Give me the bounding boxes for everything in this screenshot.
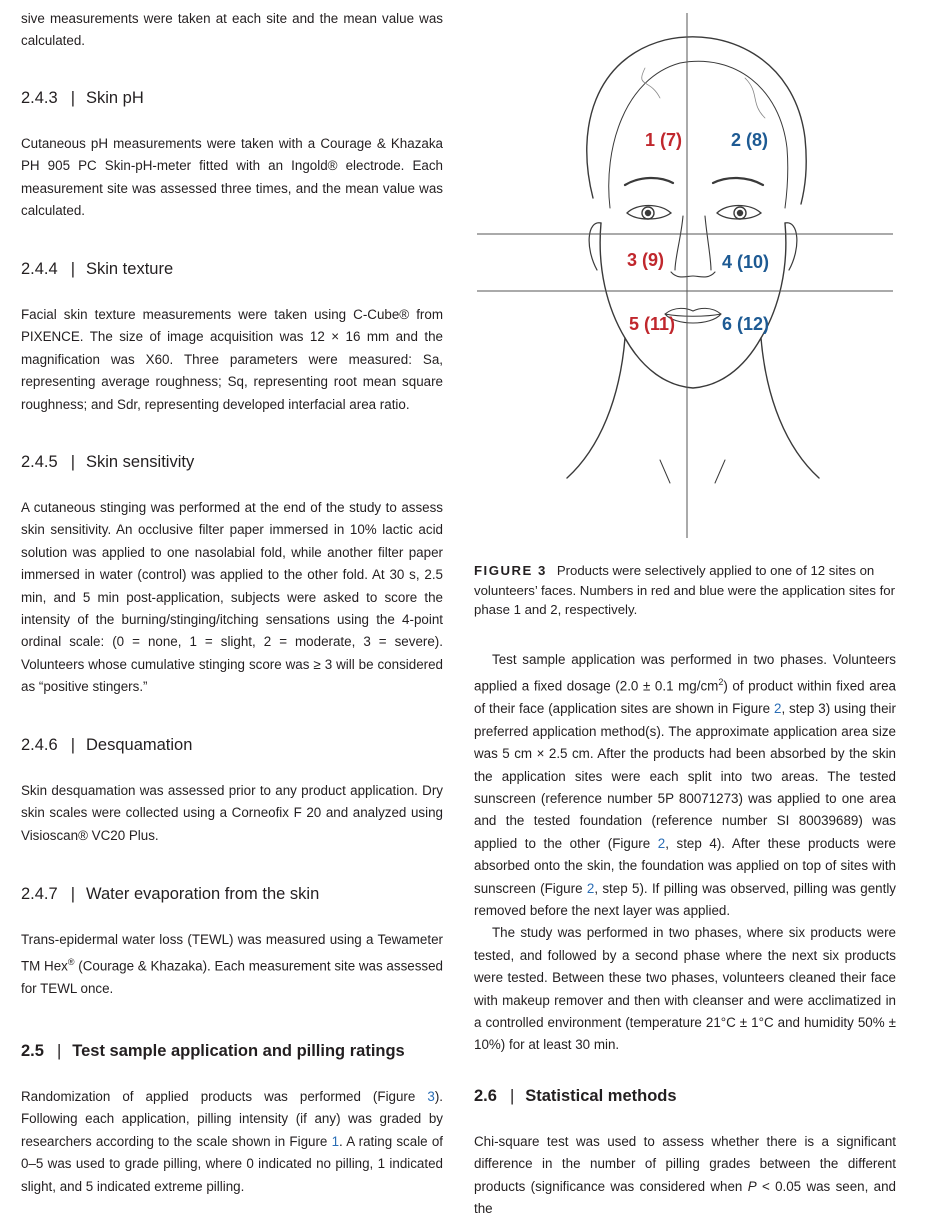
statistical-methods-block: [474, 1131, 896, 1221]
section-title: Skin pH: [86, 89, 144, 107]
heading-separator: |: [70, 260, 75, 278]
neck-right: [761, 338, 819, 478]
heading-separator: |: [56, 1042, 62, 1060]
figure-1-link[interactable]: 1: [331, 1133, 340, 1149]
heading-skin-ph: [21, 88, 144, 108]
heading-skin-texture: [21, 259, 173, 279]
section-title: Skin texture: [86, 260, 174, 278]
left-ear: [589, 223, 601, 270]
desquamation-block: [21, 780, 443, 847]
face-outline: [600, 223, 786, 388]
heading-statistical-methods: [474, 1086, 677, 1106]
text-run: Chi-square test was used to assess whether there is a significant difference in the number of pilling grades between the different products (significance was considered when: [474, 1134, 896, 1194]
p-symbol: P: [747, 1178, 757, 1194]
figure-3-face-diagram: [475, 8, 895, 542]
site-label-1: 1 (7): [645, 130, 683, 150]
section-title: Statistical methods: [525, 1087, 677, 1105]
site-label-6: 6 (12): [722, 314, 770, 334]
section-number: 2.6: [474, 1087, 497, 1105]
heading-test-sample-application: [21, 1041, 405, 1061]
site-label-4: 4 (10): [722, 252, 770, 272]
figure-caption: [474, 561, 896, 620]
text-run: . A rating scale of 0–5 was used to grade pilling, where 0 indicated no pilling, 1 indicated slight, and 5 indicated extreme pilling.: [21, 1133, 443, 1194]
statistical-methods-paragraph: [474, 1131, 896, 1221]
text-run: , step 4). After these products were absorbed onto the skin, the foundation was applied on top of sites with sunscreen (Figure: [474, 835, 896, 896]
superscript: 2: [718, 677, 724, 688]
site-label-5: 5 (11): [629, 314, 676, 334]
site-label-2: 2 (8): [731, 130, 769, 150]
heading-water-evaporation: [21, 884, 319, 904]
intro-paragraph: sive measurements were taken at each site and the mean value was calculated.: [21, 11, 443, 49]
section-number: 2.4.7: [21, 885, 58, 903]
figure-2-link[interactable]: 2: [586, 880, 595, 896]
phases-paragraph: The study was performed in two phases, where six products were tested, and followed by a second phase where the next six products were tested. Between these two phases, volunteers cleaned their face with makeup remover and then with cleanser and were acclimatized in a controlled environment (temperature 21°C ± 1°C and humidity 50% ± 10%) for at least 30 min.: [474, 925, 896, 1053]
text-run: Test sample application was performed in two phases. Volunteers applied a fixed dosage (2.0 ± 0.1 mg/cm: [474, 652, 896, 694]
text-run: (Courage & Khazaka). Each measurement site was assessed for TEWL once.: [21, 958, 443, 997]
text-run: ). Following each application, pilling intensity (if any) was graded by researchers according to the scale shown in Figure: [21, 1089, 443, 1149]
figure-2-link[interactable]: 2: [773, 701, 782, 717]
skin-ph-block: [21, 133, 443, 223]
application-block: [474, 649, 896, 1057]
caption-text: Products were selectively applied to one of 12 sites on volunteers’ faces. Numbers in red and blue were the application sites for phase 1 and 2, respectively.: [474, 563, 896, 617]
heading-separator: |: [70, 736, 75, 754]
intro-paragraph-block: [21, 8, 443, 53]
water-evaporation-paragraph: [21, 929, 443, 1001]
skin-texture-block: [21, 304, 443, 416]
section-number: 2.5: [21, 1042, 44, 1060]
application-paragraph: [474, 649, 896, 922]
section-number: 2.4.6: [21, 736, 58, 754]
skin-sensitivity-block: [21, 497, 443, 699]
heading-separator: |: [509, 1087, 515, 1105]
figure-3-link[interactable]: 3: [427, 1089, 435, 1104]
section-number: 2.4.3: [21, 89, 58, 107]
text-run: Trans-epidermal water loss (TEWL) was measured using a Tewameter TM Hex: [21, 932, 443, 974]
text-run: , step 3) using their preferred application method(s). The approximate application area size was 5 cm × 2.5 cm. After the products had been absorbed by the skin the application sites were each split into two areas. The tested sunscreen (reference number 5P 80071273) was applied to one area and the tested foundation (reference number SI 80039689) was applied to the other (Figure: [474, 701, 896, 851]
heading-separator: |: [70, 453, 75, 471]
skin-ph-paragraph: Cutaneous pH measurements were taken with a Courage & Khazaka PH 905 PC Skin-pH-meter fitted with an Ingold® electrode. Each measurement site was assessed three times, and the mean value was calculated.: [21, 136, 443, 219]
text-run: < 0.05 was seen, and the: [474, 1178, 896, 1217]
text-run: Randomization of applied products was performed (Figure: [21, 1089, 428, 1104]
skin-sensitivity-paragraph: A cutaneous stinging was performed at the end of the study to assess skin sensitivity. An occlusive filter paper immersed in 10% lactic acid solution was applied to one nasolabial fold, while another filter paper immersed in water (control) was applied to the other fold. At 30 s, 2.5 min, and 5 min post-application, subjects were asked to score the intensity of the burning/stinging/itching sensations using the 4-point ordinal scale: (0 = none, 1 = slight, 2 = moderate, 3 = severe). Volunteers whose cumulative stinging score was ≥ 3 will be considered as “positive stingers.”: [21, 500, 443, 695]
figure-2-link[interactable]: 2: [657, 835, 666, 851]
heading-separator: |: [70, 885, 75, 903]
right-brow: [713, 178, 763, 185]
right-ear: [785, 223, 797, 270]
section-title: Skin sensitivity: [86, 453, 195, 471]
site-label-3: 3 (9): [627, 250, 665, 270]
desquamation-paragraph: Skin desquamation was assessed prior to any product application. Dry skin scales were collected using a Corneofix F 20 and analyzed using Visioscan® VC20 Plus.: [21, 783, 443, 843]
neck-left: [567, 338, 625, 478]
test-sample-paragraph: [21, 1086, 443, 1198]
section-number: 2.4.4: [21, 260, 58, 278]
nose: [671, 216, 715, 277]
test-sample-block: [21, 1086, 443, 1198]
left-brow: [625, 178, 673, 185]
figure-label: FIGURE 3: [474, 563, 547, 578]
superscript: ®: [67, 957, 75, 968]
face-drawing: [475, 8, 895, 542]
heading-separator: |: [70, 89, 75, 107]
heading-skin-sensitivity: [21, 452, 194, 472]
text-run: ) of product within fixed area of their face (application sites are shown in Figure: [474, 678, 896, 717]
text-run: , step 5). If pilling was observed, pilling was gently removed before the next layer was applied.: [474, 880, 897, 918]
water-evaporation-block: [21, 929, 443, 1001]
section-number: 2.4.5: [21, 453, 58, 471]
heading-desquamation: [21, 735, 192, 755]
hair-outline: [587, 37, 806, 204]
section-title: Desquamation: [86, 736, 193, 754]
section-title: Test sample application and pilling ratings: [72, 1042, 405, 1060]
skin-texture-paragraph: Facial skin texture measurements were taken using C-Cube® from PIXENCE. The size of image acquisition was 12 × 16 mm and the magnification was X60. Three parameters were measured: Sa, representing average roughness; Sq, representing root mean square roughness; and Sdr, representing developed interfacial area ratio.: [21, 307, 443, 412]
section-title: Water evaporation from the skin: [86, 885, 320, 903]
